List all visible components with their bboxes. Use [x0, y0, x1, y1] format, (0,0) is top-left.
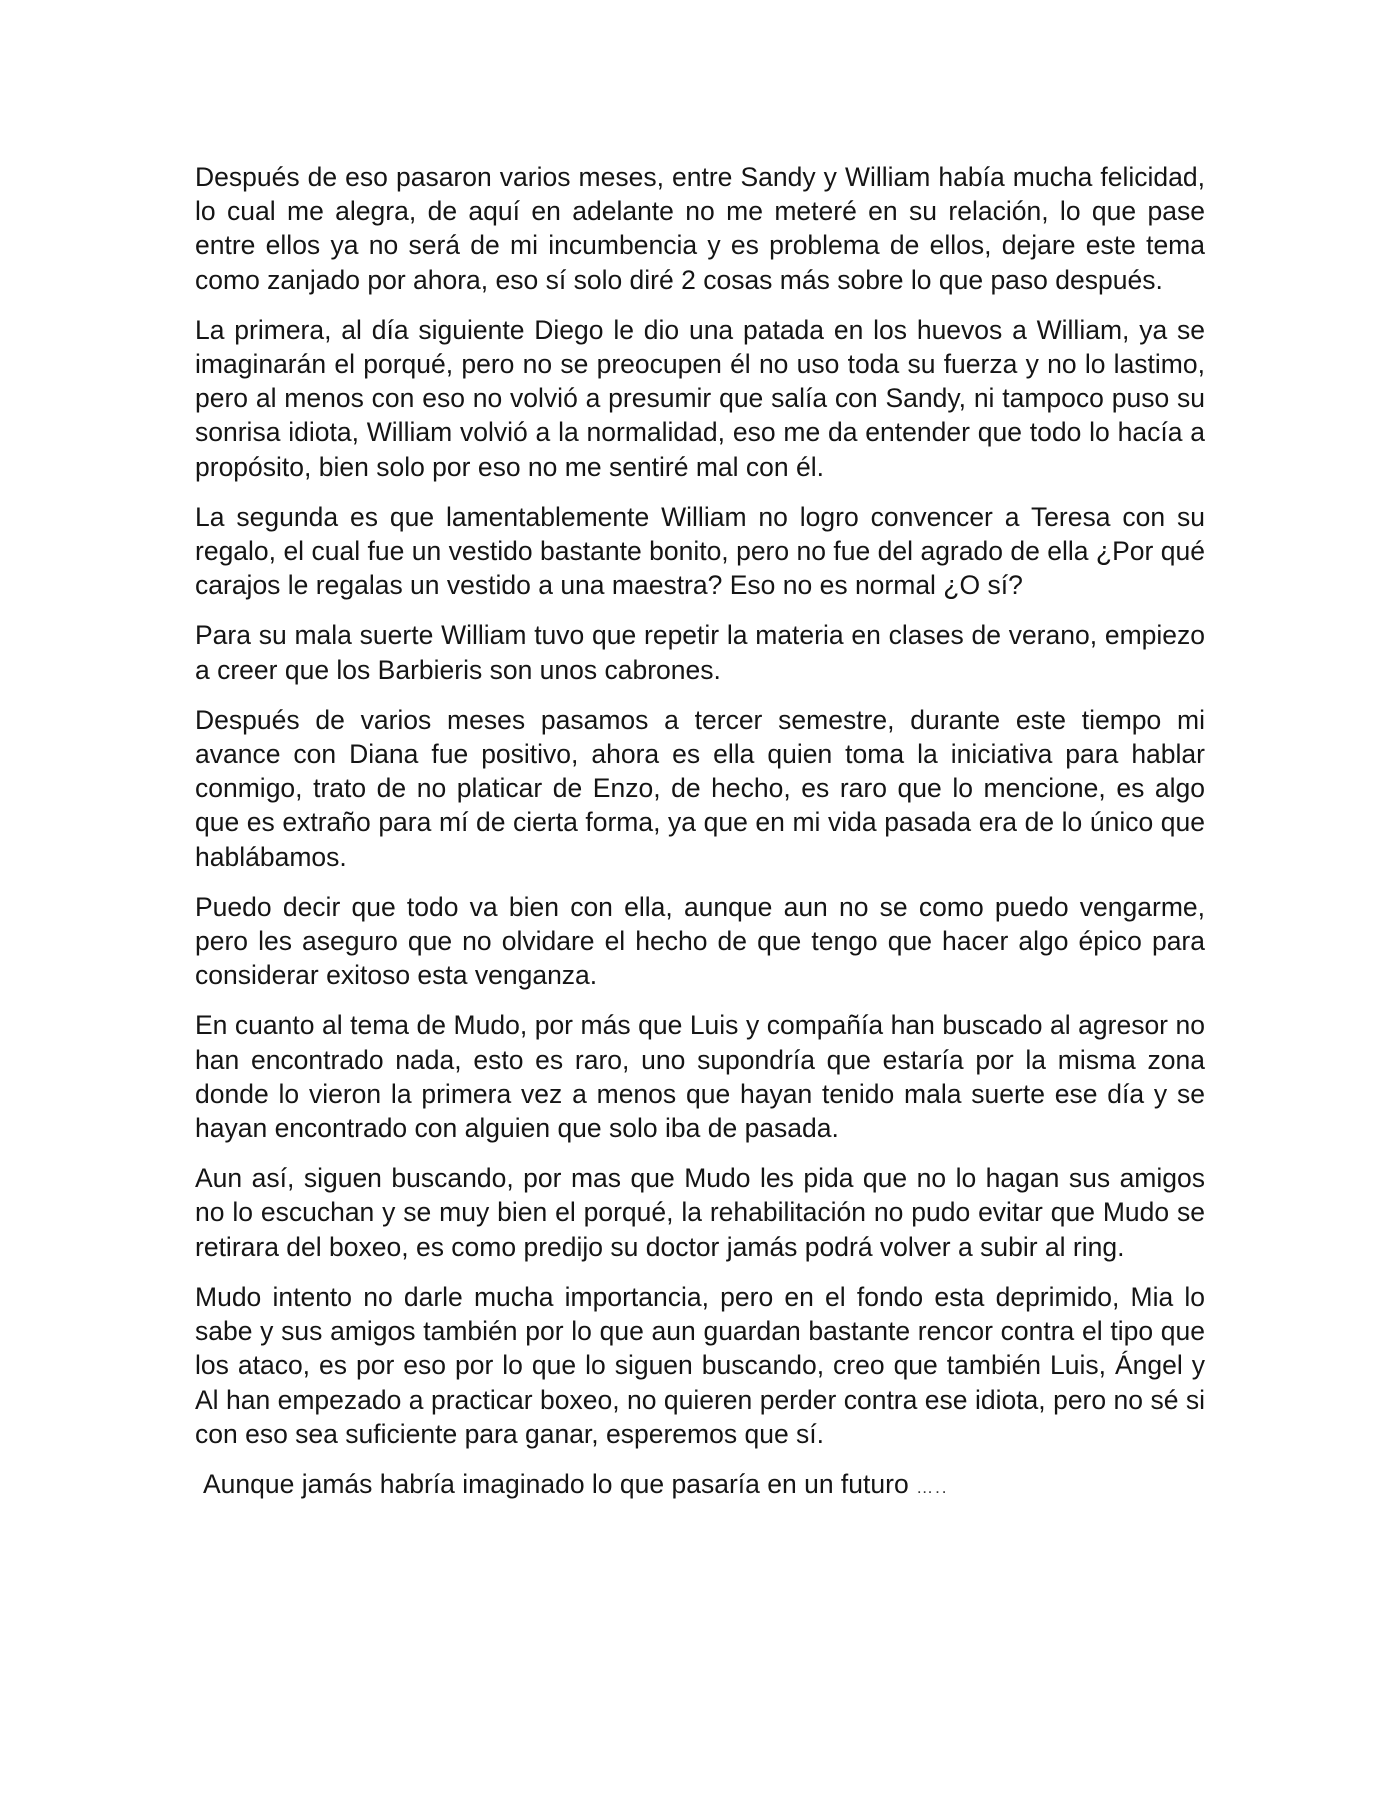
closing-line: Aunque jamás habría imaginado lo que pasaría en un futuro — [203, 1468, 909, 1499]
paragraph-5: Después de varios meses pasamos a tercer semestre, durante este tiempo mi avance con Diana fue positivo, ahora es ella quien toma la iniciativa para hablar conmigo, trato de no platicar de Enzo, de hecho, es raro que lo mencione, es algo que es extraño para mí de cierta forma, ya que en mi vida pasada era de lo único que hablábamos. — [195, 704, 1205, 872]
paragraph-7: En cuanto al tema de Mudo, por más que Luis y compañía han buscado al agresor no han encontrado nada, esto es raro, uno supondría que estaría por la misma zona donde lo vieron la primera vez a menos que hayan tenido mala suerte ese día y se hayan encontrado con alguien que solo iba de pasada. — [195, 1010, 1205, 1144]
paragraph-2: La primera, al día siguiente Diego le dio una patada en los huevos a William, ya se imaginarán el porqué, pero no se preocupen él no uso toda su fuerza y no lo lastimo, pero al menos con eso no volvió a presumir que salía con Sandy, ni tampoco puso su sonrisa idiota, William volvió a la normalidad, eso me da entender que todo lo hacía a propósito, bien solo por eso no me sentiré mal con él. — [195, 314, 1205, 482]
paragraph-3: La segunda es que lamentablemente William no logro convencer a Teresa con su regalo, el cual fue un vestido bastante bonito, pero no fue del agrado de ella ¿Por qué carajos le regalas un vestido a una maestra? Eso no es normal ¿O sí? — [195, 501, 1205, 601]
closing-ellipsis: ….. — [916, 1477, 949, 1497]
paragraph-8: Aun así, siguen buscando, por mas que Mudo les pida que no lo hagan sus amigos no lo escuchan y se muy bien el porqué, la rehabilitación no pudo evitar que Mudo se retirara del boxeo, es como predijo su doctor jamás podrá volver a subir al ring. — [195, 1163, 1205, 1262]
paragraph-4: Para su mala suerte William tuvo que repetir la materia en clases de verano, empiezo a creer que los Barbieris son unos cabrones. — [195, 620, 1205, 685]
paragraph-9: Mudo intento no darle mucha importancia, pero en el fondo esta deprimido, Mia lo sabe y sus amigos también por lo que aun guardan bastante rencor contra el tipo que los ataco, es por eso por lo que lo siguen buscando, creo que también Luis, Ángel y Al han empezado a practicar boxeo, no quieren perder contra ese idiota, pero no sé si con eso sea suficiente para ganar, esperemos que sí. — [195, 1281, 1205, 1449]
paragraph-6: Puedo decir que todo va bien con ella, aunque aun no se como puedo vengarme, pero les aseguro que no olvidare el hecho de que tengo que hacer algo épico para considerar exitoso esta venganza. — [195, 891, 1205, 991]
paragraph-1: Después de eso pasaron varios meses, entre Sandy y William había mucha felicidad, lo cual me alegra, de aquí en adelante no me meteré en su relación, lo que pase entre ellos ya no será de mi incumbencia y es problema de ellos, dejare este tema como zanjado por ahora, eso sí solo diré 2 cosas más sobre lo que paso después. — [195, 162, 1205, 295]
closing-paragraph — [195, 1467, 1205, 1505]
document-body — [195, 160, 1205, 1521]
